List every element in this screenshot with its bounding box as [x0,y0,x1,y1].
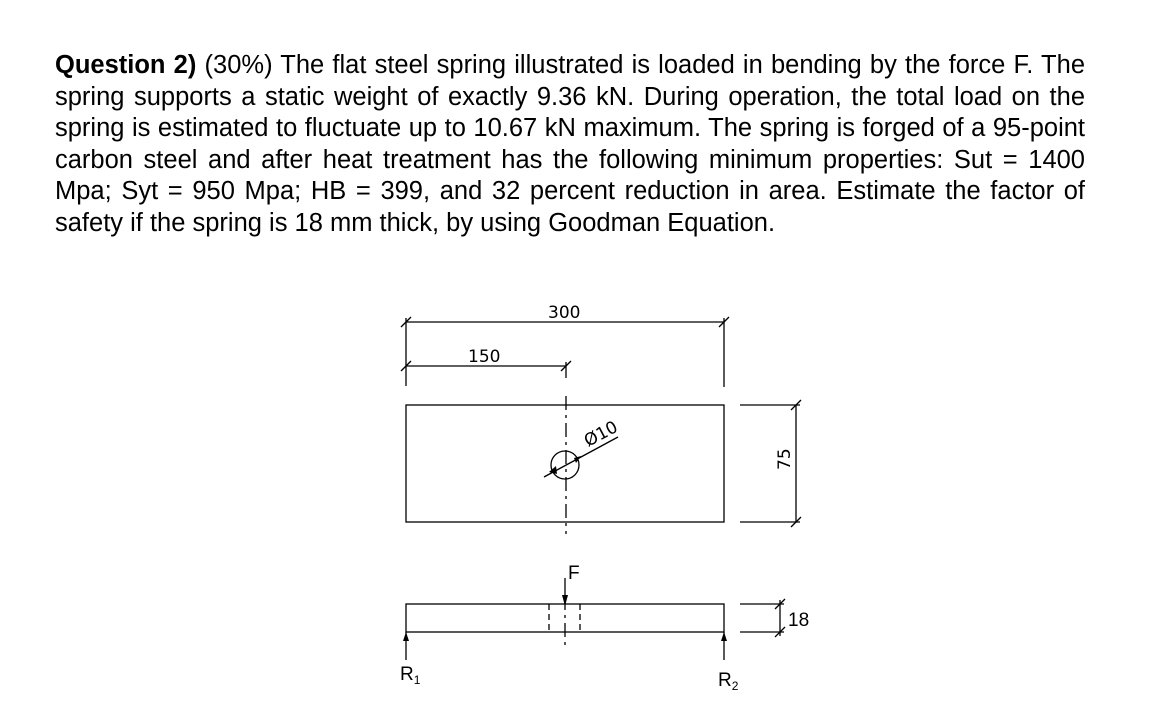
question-label: Question 2) [55,51,197,79]
dim-label-75: 75 [775,448,795,470]
plate-top-view [406,405,724,522]
dim-label-300: 300 [548,303,581,323]
question-body: (30%) The flat steel spring illustrated is loaded in bending by the force F. The spring supports a static weight of exactly 9.36 kN. During operation, the total load on the spring is estimated to fluctuate up to 10.67 kN maximum. The spring is forged of a 95-point carbon steel and after heat treatment has the following minimum properties: Sut = 1400 Mpa; Syt = 950 Mpa; HB = 399, and 32 percent reduction in area. Estimate the factor of safety if the spring is 18 mm thick, by using Goodman Equation. [55,51,1085,237]
dim-label-hole: Ø10 [580,417,622,452]
reaction-right-label: $R_2$ [718,670,739,693]
dim-label-150: 150 [468,347,501,367]
reaction-left-label: $R_1$ [400,664,421,687]
force-label: F [568,563,580,584]
dim-label-18: 18 [788,610,810,631]
